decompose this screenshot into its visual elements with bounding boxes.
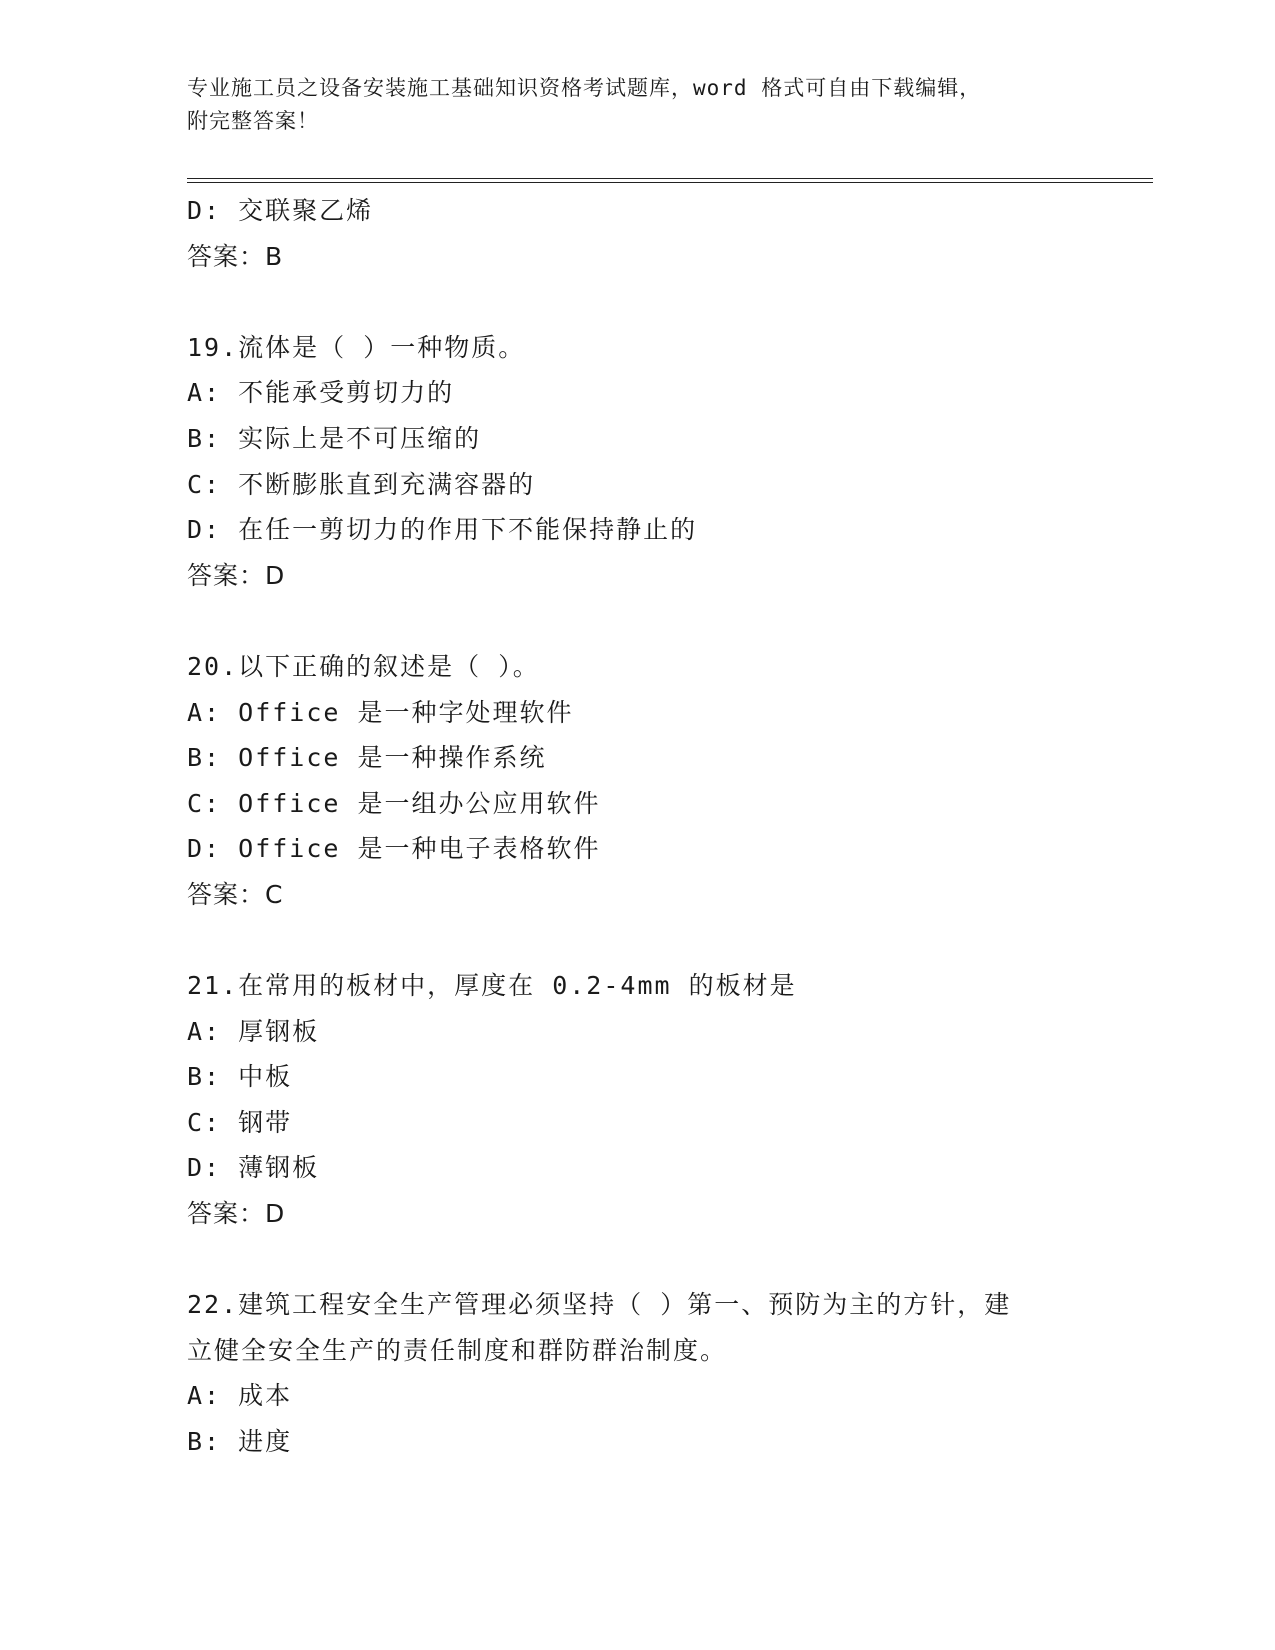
document-header — [187, 72, 1067, 138]
divider-line-bottom — [187, 182, 1153, 183]
spacer — [187, 1237, 1153, 1283]
question-22 — [187, 1282, 1153, 1464]
option-c: C: 钢带 — [187, 1107, 293, 1137]
header-line-1: 专业施工员之设备安装施工基础知识资格考试题库，word 格式可自由下载编辑， — [187, 76, 982, 100]
document-body — [187, 188, 1153, 1465]
header-divider — [187, 178, 1153, 183]
option-a: A: 不能承受剪切力的 — [187, 378, 455, 408]
divider-line-top — [187, 178, 1153, 179]
question-21 — [187, 963, 1153, 1237]
answer: 答案：C — [187, 879, 284, 909]
prev-answer: 答案：B — [187, 241, 284, 271]
option-d: D: 薄钢板 — [187, 1153, 320, 1183]
question-stem-line-1: 22.建筑工程安全生产管理必须坚持（ ）第一、预防为主的方针，建 — [187, 1290, 1012, 1320]
question-stem: 21.在常用的板材中，厚度在 0.2-4mm 的板材是 — [187, 971, 797, 1001]
option-a: A: Office 是一种字处理软件 — [187, 697, 574, 727]
prev-option-d: D: 交联聚乙烯 — [187, 196, 374, 225]
spacer — [187, 279, 1153, 325]
header-line-2: 附完整答案！ — [187, 109, 319, 133]
option-a: A: 成本 — [187, 1381, 293, 1411]
option-d: D: 在任一剪切力的作用下不能保持静止的 — [187, 515, 698, 545]
option-c: C: 不断膨胀直到充满容器的 — [187, 469, 536, 499]
option-b: B: Office 是一种操作系统 — [187, 743, 547, 773]
question-stem: 19.流体是（ ）一种物质。 — [187, 332, 526, 362]
question-19 — [187, 325, 1153, 599]
option-b: B: 实际上是不可压缩的 — [187, 423, 482, 453]
option-a: A: 厚钢板 — [187, 1016, 320, 1046]
option-c: C: Office 是一组办公应用软件 — [187, 788, 601, 818]
spacer — [187, 598, 1153, 644]
option-b: B: 中板 — [187, 1062, 293, 1092]
answer: 答案：D — [187, 1199, 286, 1229]
option-d: D: Office 是一种电子表格软件 — [187, 834, 601, 864]
answer: 答案：D — [187, 560, 286, 590]
option-b: B: 进度 — [187, 1427, 293, 1457]
spacer — [187, 918, 1153, 964]
question-stem-line-2: 立健全安全生产的责任制度和群防群治制度。 — [187, 1335, 728, 1365]
question-20 — [187, 644, 1153, 918]
question-stem: 20.以下正确的叙述是（ ）。 — [187, 651, 540, 681]
